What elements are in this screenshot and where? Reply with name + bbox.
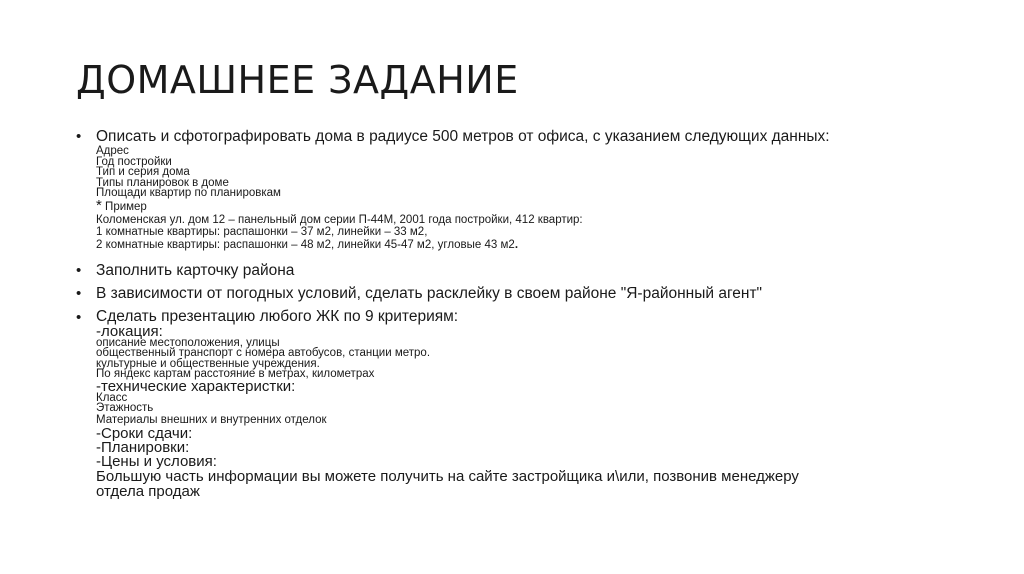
bullet-dot-icon: • [76,284,82,302]
closing-line: отдела продаж [96,482,200,500]
bullet-item-district-card [76,262,976,280]
tech-line: Этажность [96,402,154,414]
layouts-heading: -Планировки: [96,438,190,456]
bullet-dot-icon: • [76,308,82,326]
bullet-dot-icon: • [76,128,82,145]
example-line: Коломенская ул. дом 12 – панельный дом серии П-44М, 2001 года постройки, 412 квартир: [96,213,583,226]
closing-line: Большую часть информации вы можете получить на сайте застройщика и\или, позвонив менеджеру [96,467,799,485]
location-line: культурные и общественные учреждения. [96,357,320,370]
presentation-text: Сделать презентацию любого ЖК по 9 критериям: [96,307,459,325]
deadline-heading: -Сроки сдачи: [96,424,193,442]
tech-line: Материалы внешних и внутренних отделок [96,413,327,426]
prices-heading: -Цены и условия: [96,452,217,470]
example-label: Пример [105,200,147,213]
survey-field: Адрес [96,145,129,157]
location-heading: -локация: [96,322,163,340]
bullet-list [76,128,976,499]
survey-field: Типы планировок в доме [96,176,229,189]
tech-line: Класс [96,391,128,404]
survey-field: Год постройки [96,155,172,168]
slide-title: ДОМАШНЕЕ ЗАДАНИЕ [76,58,519,102]
tech-heading: -технические характеристки: [96,377,296,395]
bullet-dot-icon: • [76,261,82,279]
example-line-last [96,238,976,252]
bullet-item-survey [76,128,976,252]
location-line: описание местоположения, улицы [96,336,280,349]
posting-text: В зависимости от погодных условий, сделать расклейку в своем районе "Я-районный агент" [96,284,763,302]
survey-task-text: Описать и сфотографировать дома в радиусе 500 метров от офиса, с указанием следующих данных: [96,128,830,145]
location-line: общественный транспорт с номера автобусов, станции метро. [96,347,431,359]
district-card-text: Заполнить карточку района [96,261,295,279]
bullet-item-presentation [76,309,976,499]
survey-field: Тип и серия дома [96,166,190,178]
location-line: По яндекс картам расстояние в метрах, километрах [96,368,375,380]
example-end-dot: . [514,238,519,251]
example-line: 1 комнатные квартиры: распашонки – 37 м2, линейки – 33 м2, [96,225,428,238]
example-line: 2 комнатные квартиры: распашонки – 48 м2, линейки 45-47 м2, угловые 43 м2 [96,238,515,251]
survey-field: Площади квартир по планировкам [96,187,281,199]
example-label-line [96,196,976,214]
star-icon: * [96,196,102,214]
bullet-item-posting [76,285,976,303]
